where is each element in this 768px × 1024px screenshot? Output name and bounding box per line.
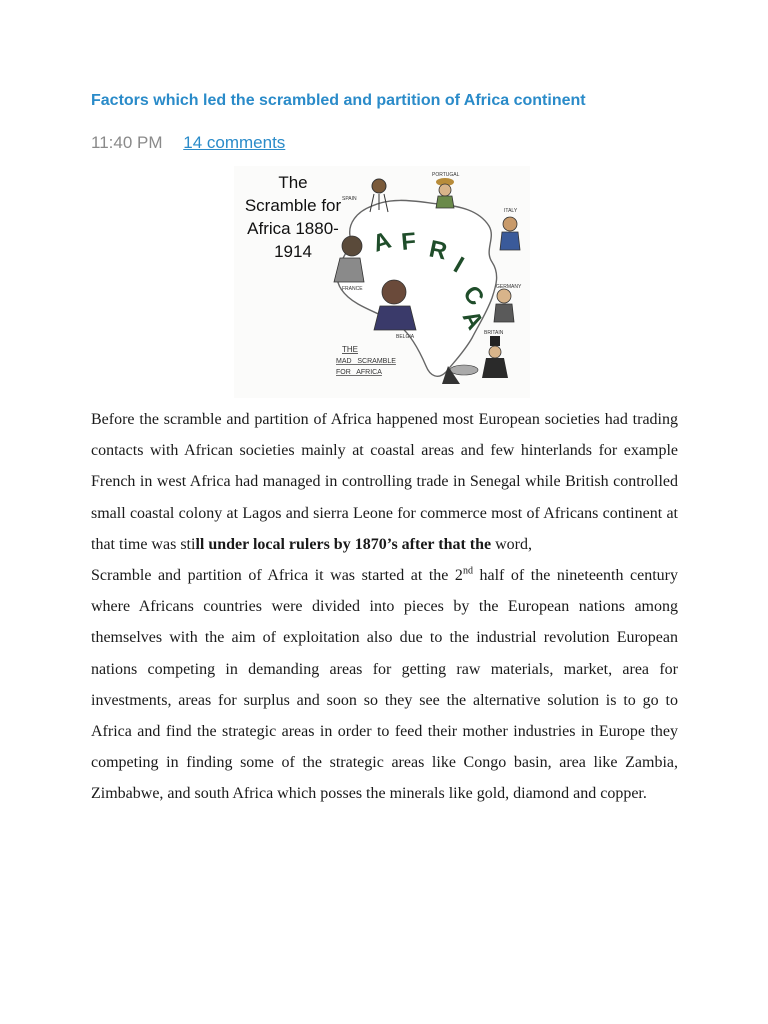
ordinal-suffix: nd xyxy=(462,565,473,577)
map-letter-r: R xyxy=(426,235,450,266)
caption-line-2: Scramble for xyxy=(244,196,342,215)
figure-germany xyxy=(494,289,514,322)
post-body xyxy=(91,404,678,810)
caption-line-3: Africa 1880- xyxy=(247,219,339,238)
paragraph-2-rest: half of the nineteenth century where Africans countries were divided into pieces by the European nations among themselves with the aim of exploitation also due to the industrial revolution European nations competing in demanding areas for getting raw materials, market, area for investments, areas for surplus and soon so they see the alternative solution is to go to Africa and find the strategic areas in order to feed their mother industries in Europe they competing in finding some of the strategic areas like Congo basin, area like Zambia, Zimbabwe, and south Africa which posses the minerals like gold, diamond and copper. xyxy=(91,567,678,803)
figure-italy xyxy=(500,217,520,250)
label-italy: ITALY xyxy=(504,208,518,214)
label-britain: BRITAIN xyxy=(484,330,504,336)
bottom-caption-line-1: THE xyxy=(342,345,358,354)
map-letter-a1: A xyxy=(369,226,395,258)
map-letter-c: C xyxy=(457,280,490,312)
paragraph-2 xyxy=(91,560,678,810)
post-meta xyxy=(91,133,285,153)
scramble-cartoon-image xyxy=(234,166,530,398)
label-france: FRANCE xyxy=(342,286,363,292)
paragraph-2-start: Scramble and partition of Africa it was started at the 2 xyxy=(91,567,463,585)
paragraph-1 xyxy=(91,404,678,560)
map-letter-a2: A xyxy=(456,306,489,335)
bottom-caption-line-2: MAD SCRAMBLE xyxy=(336,358,396,365)
paragraph-1-text: Before the scramble and partition of Africa happened most European societies had trading contacts with African societies mainly at coastal areas and few hinterlands for example French in west Africa had managed in controlling trade in Senegal while British controlled small coastal colony at Lagos and sierra Leone for commerce most of Africans continent at that time was sti xyxy=(91,411,678,553)
post-title: Factors which led the scrambled and partition of Africa continent xyxy=(91,92,586,109)
comments-link[interactable]: 14 comments xyxy=(183,133,286,152)
caption-line-1: The xyxy=(278,173,308,192)
caption-line-4: 1914 xyxy=(274,242,312,261)
label-spain: SPAIN xyxy=(342,196,357,202)
paragraph-1-bold-run: ll under local rulers by 1870’s after that the xyxy=(195,535,492,553)
bottom-caption-line-3: FOR AFRICA xyxy=(336,369,382,376)
post-time: 11:40 PM xyxy=(91,133,163,152)
map-letter-f: F xyxy=(400,227,418,256)
map-letter-i: I xyxy=(449,251,469,279)
label-belgium: BELGIA xyxy=(396,334,415,340)
label-portugal: PORTUGAL xyxy=(432,172,460,178)
label-germany: GERMANY xyxy=(496,284,522,290)
paragraph-1-end: word, xyxy=(491,535,533,553)
